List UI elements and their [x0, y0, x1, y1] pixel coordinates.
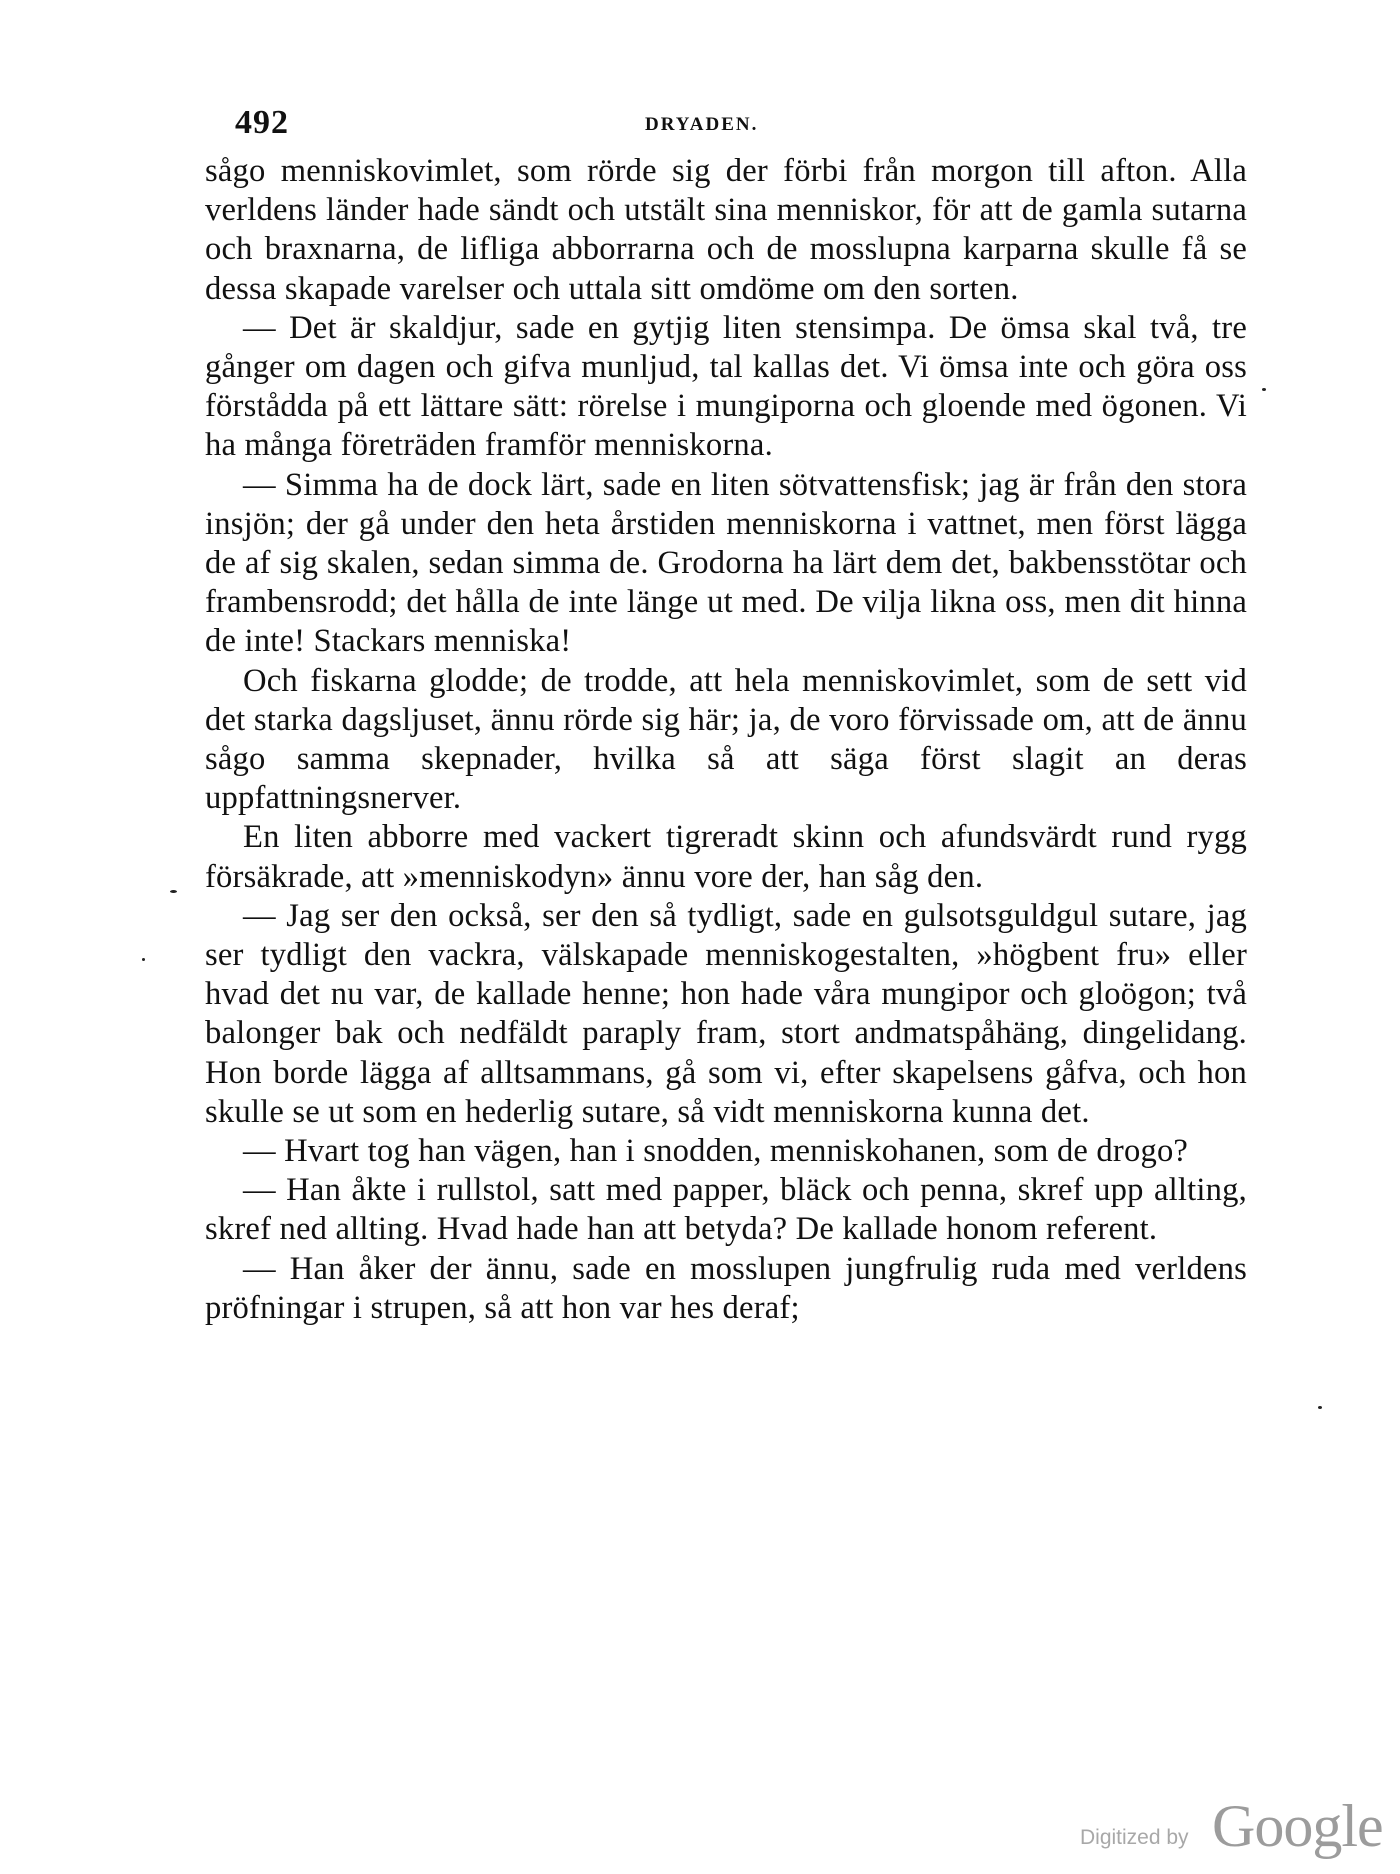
paragraph: Och fiskarna glodde; de trodde, att hela menniskovimlet, som de sett vid det starka dagsljuset, ännu rörde sig här; ja, de voro förvissade om, att de ännu sågo samma skepnader, hvilka så att säga först slagit an deras uppfattningsnerver. [205, 662, 1247, 817]
body-text [205, 152, 1247, 1328]
paragraph: — Simma ha de dock lärt, sade en liten sötvattensfisk; jag är från den stora insjön; der gå under den heta årstiden menniskorna i vattnet, men först lägga de af sig skalen, sedan simma de. Grodorna ha lärt dem det, bakbensstötar och frambensrodd; det hålla de inte länge ut med. De vilja likna oss, men dit hinna de inte! Stackars menniska! [205, 466, 1247, 660]
paragraph: — Han åkte i rullstol, satt med papper, bläck och penna, skref upp allting, skref ned allting. Hvad hade han att betyda? De kallade honom referent. [205, 1172, 1247, 1248]
paragraph: — Jag ser den också, ser den så tydligt, sade en gulsotsguldgul sutare, jag ser tydligt den vackra, välskapade menniskogestalten, »högbent fru» eller hvad det nu var, de kallade henne; hon hade våra mungipor och gloögon; två balonger bak och nedfäldt paraply fram, stort andmatspåhäng, dingelidang. Hon borde lägga af alltsammans, gå som vi, efter skapelsens gåfva, och hon skulle se ut som en hederlig sutare, så vidt menniskorna kunna det. [205, 897, 1247, 1130]
digitized-by-google-watermark [1080, 1792, 1390, 1862]
ink-speck [1262, 388, 1266, 391]
watermark-prefix: Digitized by [1080, 1826, 1189, 1849]
paragraph: — Han åker der ännu, sade en mosslupen jungfrulig ruda med verldens pröfningar i strupen, så att hon var hes deraf; [205, 1250, 1247, 1326]
running-head: DRYADEN. [645, 114, 759, 135]
paragraph: — Det är skaldjur, sade en gytjig liten stensimpa. De ömsa skal två, tre gånger om dagen och gifva munljud, tal kallas det. Vi ömsa inte och göra oss förstådda på ett lättare sätt: rörelse i mungiporna och gloende med ögonen. Vi ha många företräden framför menniskorna. [205, 309, 1247, 464]
paragraph: En liten abborre med vackert tigreradt skinn och afundsvärdt rund rygg försäkrade, att »menniskodyn» ännu vore der, han såg den. [205, 819, 1247, 895]
paragraph: sågo menniskovimlet, som rörde sig der förbi från morgon till afton. Alla verldens länder hade sändt och utstält sina menniskor, för att de gamla sutarna och braxnarna, de lifliga abborrarna och de mosslupna karparna skulle få se dessa skapade varelser och uttala sitt omdöme om den sorten. [205, 153, 1247, 307]
paragraph: — Hvart tog han vägen, han i snodden, menniskohanen, som de drogo? [243, 1133, 1189, 1170]
ink-speck [142, 958, 145, 961]
ink-speck [170, 890, 177, 893]
google-logo: Google [1212, 1793, 1383, 1859]
ink-speck [1318, 1406, 1322, 1409]
page-number: 492 [235, 104, 289, 141]
page-header [205, 104, 1245, 144]
